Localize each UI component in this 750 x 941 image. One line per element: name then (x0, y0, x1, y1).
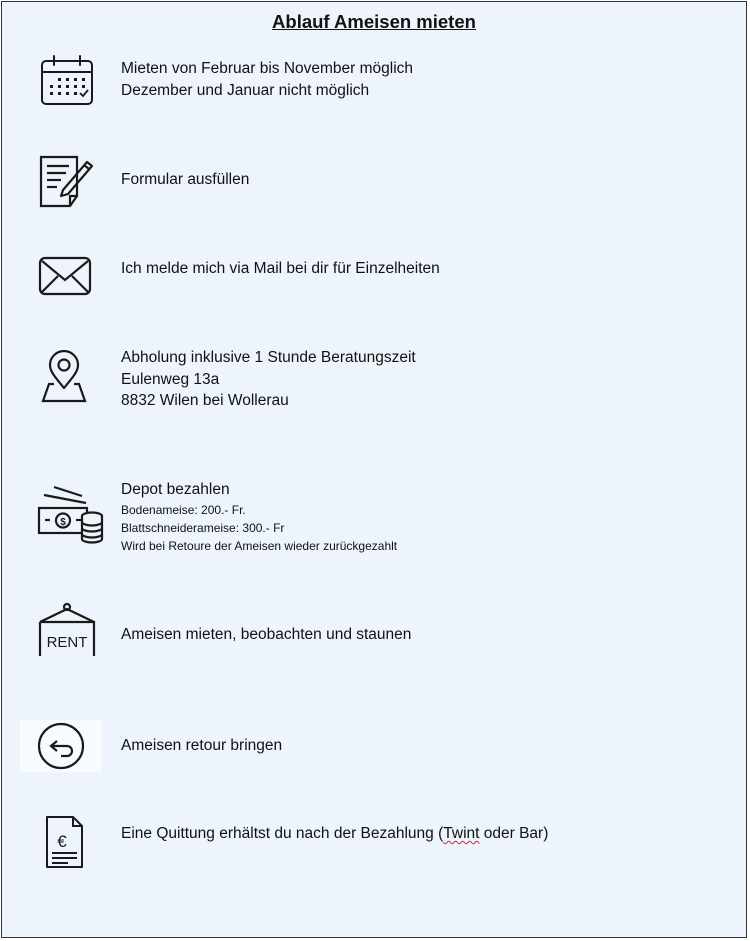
money-coins-icon (36, 484, 104, 546)
step-8-text-after: oder Bar) (479, 825, 549, 842)
rent-sign-label: RENT (46, 634, 88, 651)
step-2-line-1: Formular ausfüllen (121, 171, 250, 188)
step-1-line-2: Dezember und Januar nicht möglich (121, 81, 370, 99)
step-5-detail-1: Bodenameise: 200.- Fr. (121, 502, 246, 517)
calendar-icon (40, 54, 94, 106)
mail-envelope-icon (38, 256, 92, 296)
step-5-detail-2: Blattschneiderameise: 300.- Fr (121, 520, 285, 535)
step-6-text (121, 624, 411, 646)
document-page (1, 1, 747, 938)
map-pin-icon (40, 350, 88, 404)
step-8-text (121, 823, 548, 845)
step-3-text (121, 258, 440, 280)
step-2-text (121, 169, 249, 191)
step-5-text (121, 479, 397, 555)
step-5-detail-3: Wird bei Retoure der Ameisen wieder zurückgezahlt (121, 538, 398, 553)
euro-receipt-icon (44, 814, 86, 870)
step-4-line-1: Abholung inklusive 1 Stunde Beratungszeit (121, 349, 416, 366)
euro-symbol: € (57, 832, 67, 851)
step-6-line-1: Ameisen mieten, beobachten und staunen (121, 626, 412, 643)
step-4-line-3: 8832 Wilen bei Wollerau (121, 392, 289, 409)
step-8-text-before: Eine Quittung erhältst du nach der Bezahlung ( (121, 825, 444, 842)
step-8-flagged-word: Twint (443, 825, 480, 842)
step-1-text (121, 58, 413, 101)
step-1-line-1: Mieten von Februar bis November möglich (121, 60, 414, 77)
step-7-text (121, 735, 282, 757)
step-5-heading: Depot bezahlen (121, 481, 230, 498)
svg-text:$: $ (60, 517, 66, 528)
step-4-line-2: Eulenweg 13a (121, 370, 220, 388)
step-3-line-1: Ich melde mich via Mail bei dir für Einzelheiten (121, 260, 440, 277)
step-7-line-1: Ameisen retour bringen (121, 737, 283, 754)
rent-sign-icon (36, 602, 98, 658)
step-4-text (121, 347, 416, 412)
page-title: Ablauf Ameisen mieten (272, 11, 476, 32)
form-pencil-icon (39, 154, 95, 210)
return-arrow-icon (20, 720, 102, 772)
